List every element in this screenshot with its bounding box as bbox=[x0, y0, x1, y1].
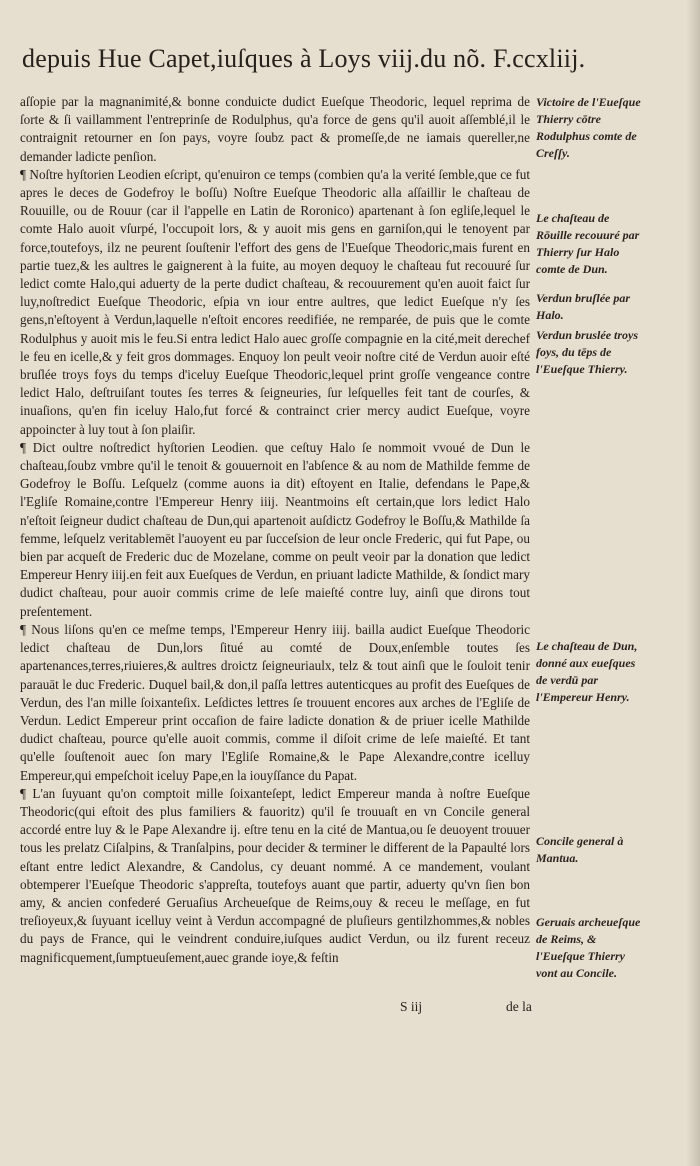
running-title: depuis Hue Capet,iuſques à Loys viij.du nõ. F.ccxliij. bbox=[22, 44, 586, 73]
paragraph-5: ¶ L'an ſuyuant qu'on comptoit mille ſoixanteſept, ledict Empereur manda à noſtre Eueſque Theodoric(qui eſtoit des plus familiers & fauoritz) qu'il ſe trouuaſt en vn Concile general accordé entre luy & le Pape Alexandre ij. eſtre tenu en la cité de Mantua,ou ſe deuoyent trouuer tous les prelatz Ciſalpins, & Tranſalpins, pour decider & terminer le different de la Papaulté lors eſtant entre ledict Alexandre, & Candolus, cy deuant nommé. A ce mandement, voulant obtemperer l'Eueſque Theodoric s'appreſta, toutefoys auant que partir, aduerty qu'vn ſien bon amy, & ancien confederé Geruaſius Archeueſque de Reims,ouy & receu le meſſage, en fut treſioyeux,& ſuyuant icelluy veint à Verdun accompagné de pluſieurs gentilzhommes,& nobles du pays de France, qui le veindrent conduire,iuſques audict Verdun, ou ilz furent receuz magnificquement,ſumptueuſement,auec grande ioye,& feſtin bbox=[20, 785, 530, 965]
margin-note-council: Concile general à Mantua. bbox=[536, 834, 624, 865]
paragraph-3: ¶ Dict oultre noſtredict hyſtorien Leodien. que ceſtuy Halo ſe nommoit vvoué de Dun le chaſteau,ſoubz vmbre qu'il le tenoit & gouuernoit en l'abſence & au nom de Mathilde femme de Godefroy le Boſſu. Leſquelz (comme auons ia dit) eſtoyent en Italie, defendans le Pape,& l'Egliſe Romaine,contre l'Empereur Henry iiij. Neantmoins eſt certain,que lors ledict Halo n'eſtoit ſeigneur dudict chaſteau de Dun,qui apartenoit auſdictz Godefroy le Boſſu,& Mathilde ſa femme, leſquelz veritablemēt l'auoyent eu par ſucceſsion de leur oncle Frederic, qui fut Pape, ou bien par acqueſt de Frederic duc de Mozelane, comme on peult veoir par la donation que ledict Empereur Henry iiij.en feit aux Eueſques de Verdun, en priuant ladicte Mathilde, & ſondict mary dudict chaſteau, pour auoir commis crime de leſe maieſté contre luy, ainſi que dirons tout preſentement. bbox=[20, 439, 530, 619]
paragraph-2: ¶ Noſtre hyſtorien Leodien eſcript, qu'enuiron ce temps (combien qu'a la verité ſemble,que ce fut apres le deces de Godefroy le boſſu) Noſtre Eueſque Theodoric alla aſſaillir le chaſteau de Rouuille, ou de Rouur (car il l'appelle en Latin de Roronico) apartenant à ſon egliſe,lequel le comte Halo auoit vſurpé, l'occupoit lors, & y auoit mis gens en garniſon,qui le tenoyent par force,toutefoys, ilz ne peurent ſouſtenir l'effort des gens de l'Eueſque Theodoric,mais furent en partie tuez,& les aultres le gaignerent à la fuite, au moyen dequoy le chaſteau fut recouuré ſur ledict comte Halo,qui aduerty de la perte dudict chaſteau, & recouurement qu'en auoit faict ſur luy,noſtredict Eueſque Theodoric, eſpia vn iour entre aultres, que ledict Eueſque n'y ſes gens,n'eſtoyent à Verdun,laquelle n'eſtoit encores reedifiée, ne remparée, de puis que le comte Rodulphus y auoit mis le feu.Si entra ledict Halo auec groſſe compagnie en la cité,meit derechef le feu en icelle,& y feit gros dommages. Enquoy lon peult veoir noſtre cité de Verdun auoir eſté bruſlée troys foys du temps d'iceluy Eueſque Theodoric,lequel print groſſe vengeance contre ledict Halo, deſtruiſant toutes ſes terres & ſeigneuries, ſur leſquelles feit tant de courſes, & inuaſions, qu'en fin iceluy Halo,fut forcé & contrainct crier mercy audict Eueſque, voyre appoincter à luy tout à ſon plaiſir. bbox=[20, 166, 530, 437]
signature-mark: S iij bbox=[400, 999, 423, 1014]
page-edge-shadow bbox=[686, 0, 700, 1166]
margin-note-rouville: Le chaſteau de Rōuille recouuré par Thierry ſur Halo comte de Dun. bbox=[536, 211, 640, 276]
margin-note-victory: Victoire de l'Eueſque Thierry cōtre Rodulphus comte de Creſſy. bbox=[536, 95, 641, 160]
main-text-column bbox=[20, 93, 530, 967]
catchword: de la bbox=[506, 999, 532, 1014]
margin-note-verdun-three-times: Verdun bruslée troys foys, du tēps de l'Eueſque Thierry. bbox=[536, 328, 639, 376]
paragraph-1: aſſopie par la magnanimité,& bonne conduicte dudict Eueſque Theodoric, lequel reprima de ſorte & ſi vaillamment l'entreprinſe de Rodulphus, qu'a force de gens qu'il auoit aſſemblé,il le contraignit retourner en ſon pays, voyre ſoubz pact & promeſſe,de ne iamais quereller,ne demander ladicte penſion. bbox=[20, 94, 530, 164]
paragraph-4: ¶ Nous liſons qu'en ce meſme temps, l'Empereur Henry iiij. bailla audict Eueſque Theodoric ledict chaſteau de Dun,lors ſitué au comté de Doux,enſemble toutes ſes apartenances,terres,riuieres,& aultres droictz ſeigneuriaulx, telz & tout ainſi que le ſouloit tenir parauāt le duc Frederic. Duquel bail,& don,il paſſa lettres autenticques au profit des Eueſques de Verdun, des l'an mille ſoixanteſix. Leſdictes lettres ſe trouuent encores aux arches de l'Egliſe de Verdun. Ledict Empereur print occaſion de faire ladicte donation & de priuer icelle Mathilde dudict chaſteau, pource qu'elle auoit commis, comme il diſoit crime de leſe maieſté. Et tant qu'elle ſouſtenoit auec ſon mary l'Egliſe Romaine,& le Pape Alexandre,contre icelluy Empereur,qui empeſchoit iceluy Pape,en la iouyſſance du Papat. bbox=[20, 621, 530, 783]
margin-note-gervais: Geruais archeueſque de Reims, & l'Eueſque Thierry vont au Concile. bbox=[536, 915, 641, 980]
margin-note-dun-given: Le chaſteau de Dun, donné aux eueſques de verdū par l'Empereur Henry. bbox=[536, 639, 638, 704]
margin-note-verdun-burned: Verdun bruſlée par Halo. bbox=[536, 291, 631, 322]
